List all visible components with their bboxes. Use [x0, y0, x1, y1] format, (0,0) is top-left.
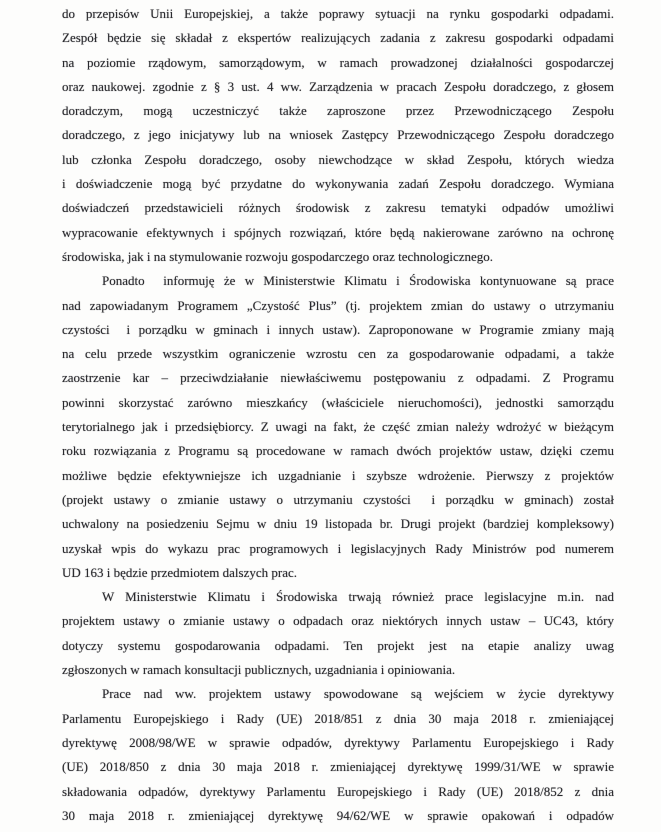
text-line: zaostrzenie kar – przeciwdziałanie niewłaściwemu postępowaniu z odpadami. Z Programu — [62, 370, 614, 386]
text-line: Parlamentu Europejskiego i Rady (UE) 2018/851 z dnia 30 maja 2018 r. zmieniającej — [62, 710, 614, 726]
paragraph — [62, 682, 614, 828]
text-line: uchwalony na posiedzeniu Sejmu w dniu 19 listopada br. Drugi projekt (bardziej kompleksowy) — [62, 516, 614, 532]
text-line: terytorialnego jak i przedsiębiorcy. Z uwagi na fakt, że część zmian należy wdrożyć w bieżącym — [62, 419, 614, 435]
text-line: dyrektywę 2008/98/WE w sprawie odpadów, dyrektywy Parlamentu Europejskiego i Rady — [62, 734, 614, 750]
text-line: doświadczeń przedstawicieli różnych środowisk z zakresu tematyki odpadów umożliwi — [62, 200, 614, 216]
text-line: środowiska, jak i na stymulowanie rozwoju gospodarczego oraz technologicznego. — [62, 248, 494, 264]
document-text — [62, 2, 614, 828]
text-line: (UE) 2018/850 z dnia 30 maja 2018 r. zmieniającej dyrektywę 1999/31/WE w sprawie — [62, 759, 614, 775]
text-line: zgłoszonych w ramach konsultacji publicznych, uzgadniania i opiniowania. — [62, 662, 456, 678]
text-line: wypracowanie efektywnych i spójnych rozwiązań, które będą nakierowane zarówno na ochronę — [62, 224, 614, 240]
text-line: uzyskał wpis do wykazu prac programowych i legislacyjnych Rady Ministrów pod numerem — [62, 540, 614, 556]
text-line: projektem ustawy o zmianie ustawy o odpadach oraz niektórych innych ustaw – UC43, który — [62, 613, 614, 629]
text-line: Prace nad ww. projektem ustawy spowodowane są wejściem w życie dyrektywy — [102, 686, 614, 702]
text-line: Ponadto informuję że w Ministerstwie Klimatu i Środowiska kontynuowane są prace — [102, 273, 614, 289]
text-line: składowania odpadów, dyrektywy Parlamentu Europejskiego i Rady (UE) 2018/852 z dnia — [62, 783, 614, 799]
text-line: do przepisów Unii Europejskiej, a także poprawy sytuacji na rynku gospodarki odpadami. — [62, 6, 614, 21]
paragraph — [62, 2, 614, 269]
text-line: Zespół będzie się składał z ekspertów realizujących zadania z zakresu gospodarki odpadami — [62, 30, 614, 46]
text-line: roku rozwiązania z Programu są procedowane w ramach dwóch projektów ustaw, dzięki czemu — [62, 443, 614, 459]
text-line: W Ministerstwie Klimatu i Środowiska trwają również prace legislacyjne m.in. nad — [102, 589, 614, 605]
text-line: (projekt ustawy o zmianie ustawy o utrzymaniu czystości i porządku w gminach) został — [62, 491, 614, 507]
text-line: doradczym, mogą uczestniczyć także zaproszone przez Przewodniczącego Zespołu — [62, 103, 614, 119]
text-line: lub członka Zespołu doradczego, osoby niewchodzące w skład Zespołu, których wiedza — [62, 151, 614, 167]
text-line: czystości i porządku w gminach i innych ustaw). Zaproponowane w Programie zmiany mają — [62, 321, 614, 337]
paragraph — [62, 585, 614, 682]
text-line: dotyczy systemu gospodarowania odpadami. Ten projekt jest na etapie analizy uwag — [62, 637, 614, 653]
text-line: 30 maja 2018 r. zmieniającej dyrektywę 94/62/WE w sprawie opakowań i odpadów — [62, 807, 614, 823]
text-line: nad zapowiadanym Programem „Czystość Plus” (tj. projektem zmian do ustawy o utrzymaniu — [62, 297, 614, 313]
text-line: oraz naukowej. zgodnie z § 3 ust. 4 ww. Zarządzenia w pracach Zespołu doradczego, z głosem — [62, 78, 614, 94]
text-line: możliwe będzie efektywniejsze ich uzgadnianie i szybsze wdrożenie. Pierwszy z projektów — [62, 467, 614, 483]
text-line: UD 163 i będzie przedmiotem dalszych prac. — [62, 564, 297, 580]
text-line: na poziomie rządowym, samorządowym, w ramach prowadzonej działalności gospodarczej — [62, 54, 614, 70]
paragraph — [62, 269, 614, 585]
text-line: na celu przede wszystkim ograniczenie wzrostu cen za gospodarowanie odpadami, a także — [62, 346, 614, 362]
text-line: i doświadczenie mogą być przydatne do wykonywania zadań Zespołu doradczego. Wymiana — [62, 176, 614, 192]
text-line: powinni skorzystać zarówno mieszkańcy (właściciele nieruchomości), jednostki samorządu — [62, 394, 614, 410]
text-line: doradczego, z jego inicjatywy lub na wniosek Zastępcy Przewodniczącego Zespołu doradczego — [62, 127, 614, 143]
